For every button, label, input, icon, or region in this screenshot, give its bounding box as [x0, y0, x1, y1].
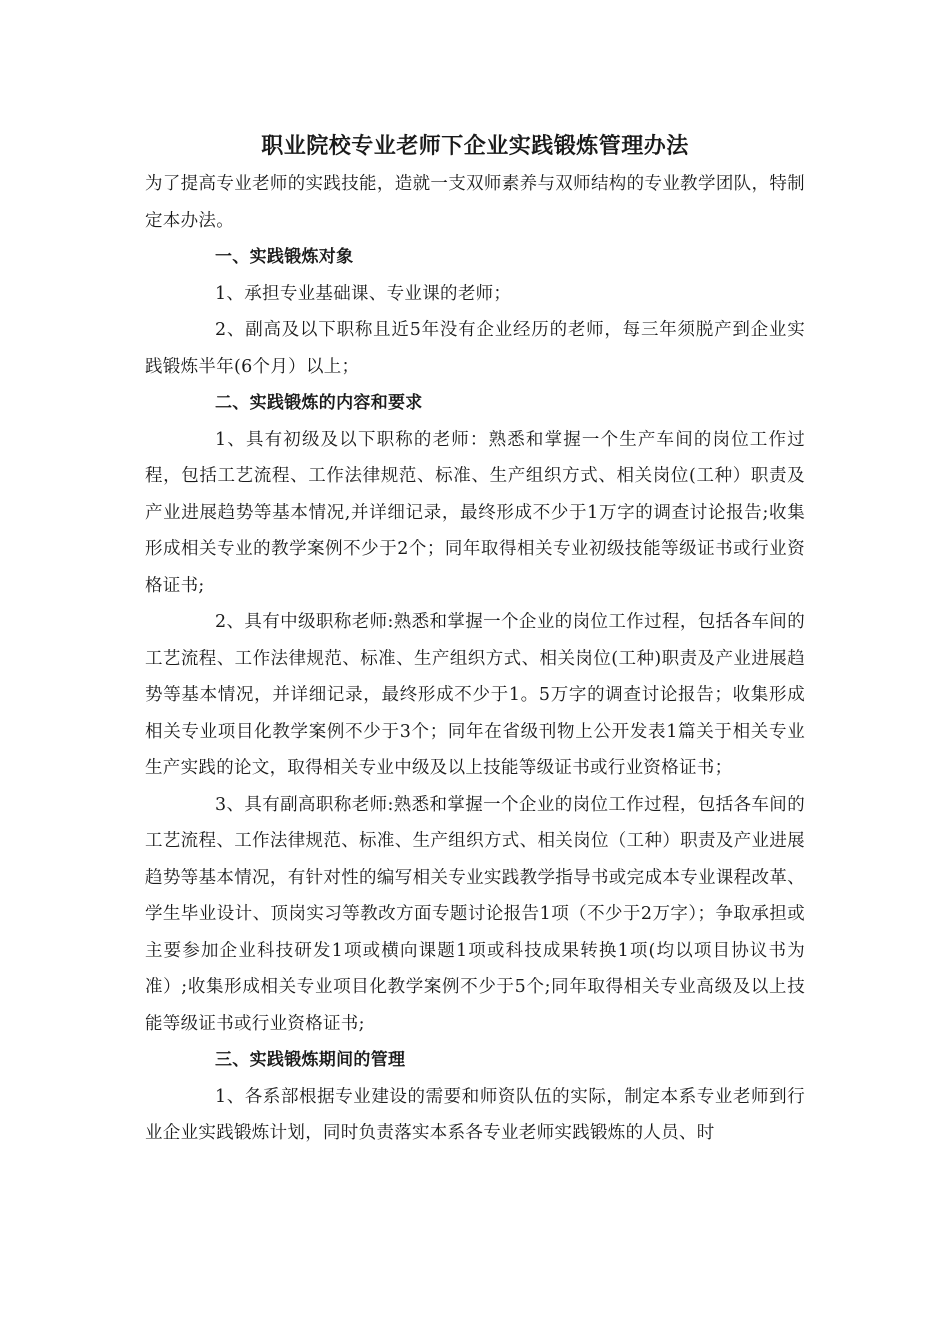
- section-heading-3: 三、实践锻炼期间的管理: [215, 1050, 406, 1070]
- section1-item-2: 2、副高及以下职称且近5年没有企业经历的老师，每三年须脱产到企业实践锻炼半年(6个月）以上；: [145, 320, 805, 377]
- document-title: 职业院校专业老师下企业实践锻炼管理办法: [261, 134, 689, 159]
- document-page: [145, 120, 805, 1152]
- section2-item-3: 3、具有副高职称老师:熟悉和掌握一个企业的岗位工作过程，包括各车间的工艺流程、工作法律规范、标准、生产组织方式、相关岗位（工种）职责及产业进展趋势等基本情况，有针对性的编写相关专业实践教学指导书或完成本专业课程改革、学生毕业设计、顶岗实习等教改方面专题讨论报告1项（不少于2万字）；争取承担或主要参加企业科技研发1项或横向课题1项或科技成果转换1项(均以项目协议书为准）;收集形成相关专业项目化教学案例不少于5个;同年取得相关专业高级及以上技能等级证书或行业资格证书;: [145, 794, 805, 1034]
- section1-item-1: 1、承担专业基础课、专业课的老师；: [215, 283, 512, 304]
- intro-paragraph: 为了提高专业老师的实践技能，造就一支双师素养与双师结构的专业教学团队，特制定本办法。: [145, 174, 805, 231]
- section2-item-2: 2、具有中级职称老师:熟悉和掌握一个企业的岗位工作过程，包括各车间的工艺流程、工作法律规范、标准、生产组织方式、相关岗位(工种)职责及产业进展趋势等基本情况，并详细记录，最终形成不少于1。5万字的调查讨论报告；收集形成相关专业项目化教学案例不少于3个；同年在省级刊物上公开发表1篇关于相关专业生产实践的论文，取得相关专业中级及以上技能等级证书或行业资格证书；: [145, 612, 805, 778]
- section3-item-1: 1、各系部根据专业建设的需要和师资队伍的实际，制定本系专业老师到行业企业实践锻炼计划，同时负责落实本系各专业老师实践锻炼的人员、时: [145, 1086, 805, 1143]
- section-heading-2: 二、实践锻炼的内容和要求: [215, 393, 423, 413]
- section2-item-1: 1、具有初级及以下职称的老师：熟悉和掌握一个生产车间的岗位工作过程，包括工艺流程、工作法律规范、标准、生产组织方式、相关岗位(工种）职责及产业进展趋势等基本情况,并详细记录，最终形成不少于1万字的调查讨论报告;收集形成相关专业的教学案例不少于2个；同年取得相关专业初级技能等级证书或行业资格证书;: [145, 429, 805, 596]
- section-heading-1: 一、实践锻炼对象: [215, 247, 354, 267]
